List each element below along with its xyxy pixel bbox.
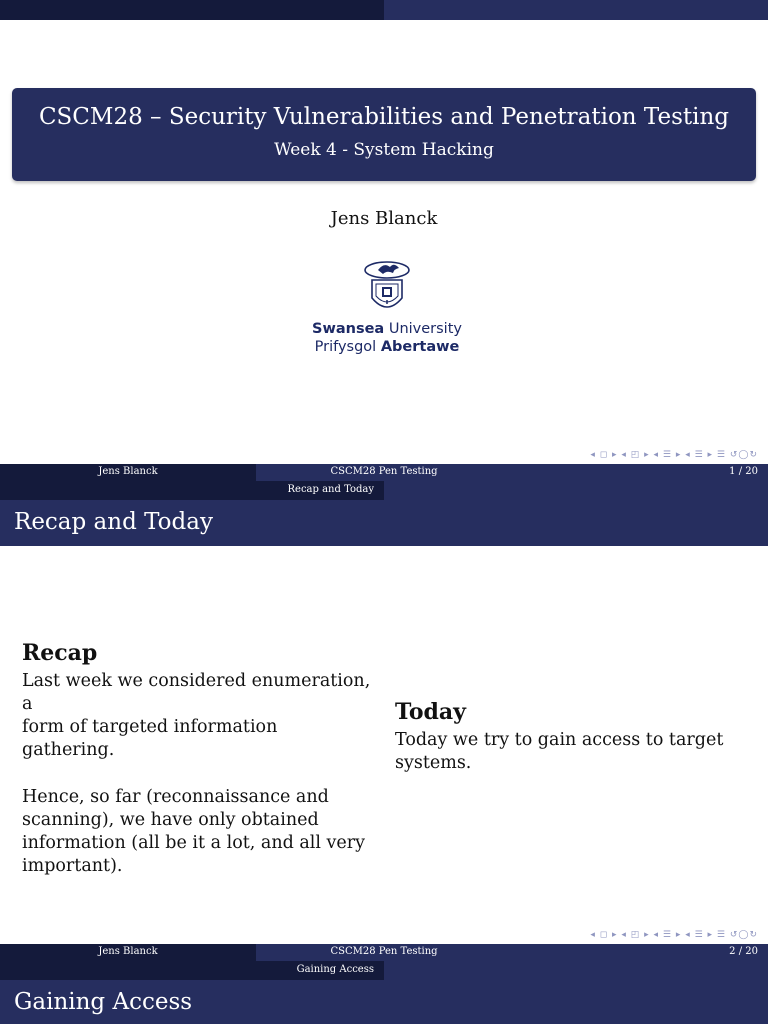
title-box: [12, 88, 756, 181]
top-bar-right: [384, 0, 768, 20]
university-logo: [312, 258, 462, 358]
top-bar-left: [0, 0, 384, 20]
footer-course: CSCM28 Pen Testing: [256, 464, 512, 481]
university-name: Swansea University: [312, 321, 462, 337]
footer-page: 1 / 20: [512, 464, 768, 481]
beamer-navigation-symbols[interactable]: ◂ ◻ ▸ ◂ ◰ ▸ ◂ ☰ ▸ ◂ ☰ ▸ ☰ ↺◯↻: [590, 930, 758, 940]
today-block: [395, 699, 745, 775]
footer-author: Jens Blanck: [0, 944, 256, 961]
footer-page: 2 / 20: [512, 944, 768, 961]
footer-course: CSCM28 Pen Testing: [256, 944, 512, 961]
university-name-welsh: Prifysgol Abertawe: [314, 339, 460, 355]
slide-title: CSCM28 – Security Vulnerabilities and Penetration Testing: [38, 104, 730, 130]
section-label[interactable]: Gaining Access: [0, 961, 384, 980]
beamer-navigation-symbols[interactable]: ◂ ◻ ▸ ◂ ◰ ▸ ◂ ☰ ▸ ◂ ☰ ▸ ☰ ↺◯↻: [590, 450, 758, 460]
today-paragraph: Today we try to gain access to target systems.: [395, 730, 724, 773]
footer-author: Jens Blanck: [0, 464, 256, 481]
frame-title: Gaining Access: [0, 980, 768, 1024]
recap-paragraph-1: Last week we considered enumeration, a form of targeted information gathering.: [22, 671, 371, 760]
author-name: Jens Blanck: [330, 208, 438, 229]
slide-subtitle: Week 4 - System Hacking: [274, 140, 494, 160]
section-bar: [0, 481, 768, 500]
recap-block: [22, 640, 372, 878]
slide-footer: [0, 944, 768, 961]
recap-paragraph-2: Hence, so far (reconnaissance and scanning), we have only obtained information (all be it a lot, and all very important).: [22, 787, 366, 876]
section-bar: [0, 961, 768, 980]
section-label[interactable]: Recap and Today: [0, 481, 384, 500]
frame-title: Recap and Today: [0, 500, 768, 546]
recap-heading: Recap: [22, 640, 98, 666]
dragon-crest-icon: [312, 258, 462, 320]
slide-footer: [0, 464, 768, 481]
today-heading: Today: [395, 699, 466, 725]
